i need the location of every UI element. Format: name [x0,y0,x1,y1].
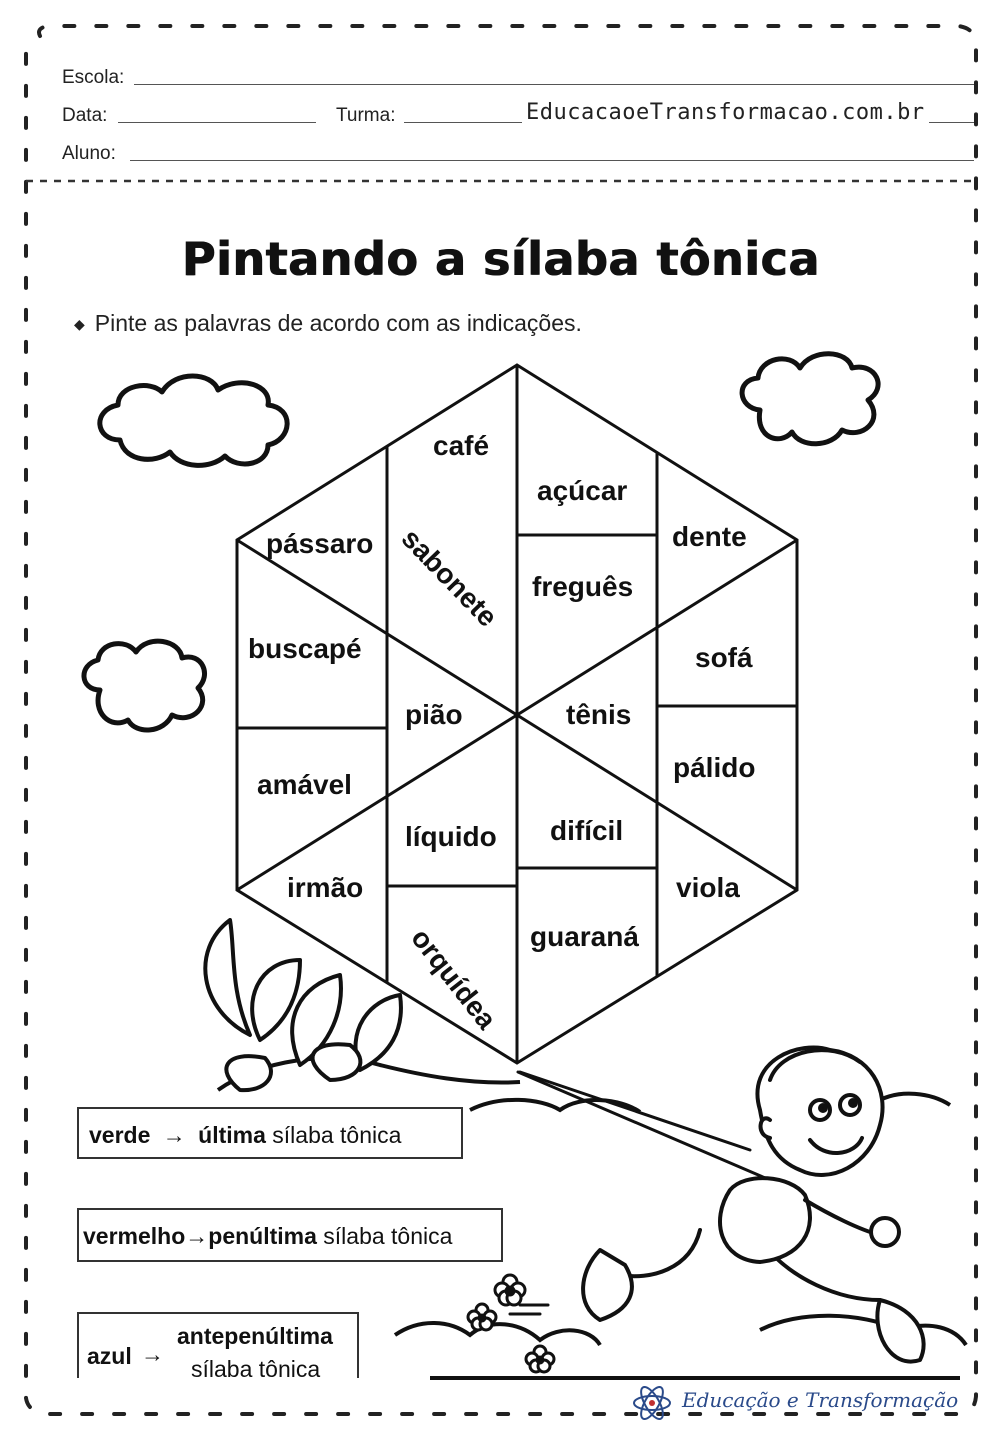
cloud-icon [100,376,287,465]
legend-blue-rest: sílaba tônica [191,1356,321,1382]
word-acucar[interactable]: açúcar [537,475,628,506]
date-label: Data: [62,105,108,126]
word-liquido[interactable]: líquido [405,821,497,852]
legend-green [77,1107,463,1159]
word-amavel[interactable]: amável [257,769,352,800]
legend-red-rest: sílaba tônica [323,1223,453,1249]
legend-red [77,1208,503,1262]
boy-illustration [510,1048,924,1362]
arrow-icon: → [141,1341,164,1367]
site-watermark: EducacaoeTransformacao.com.br [522,100,929,125]
word-dificil[interactable]: difícil [550,815,624,846]
diamond-bullet-icon: ◆ [74,316,85,333]
legend-red-emph: penúltima [208,1223,317,1249]
word-orquidea[interactable]: orquídea [405,922,503,1035]
arrow-icon: → [185,1223,209,1249]
legend-green-color: verde [89,1122,151,1148]
word-irmao[interactable]: irmão [287,872,364,903]
class-label: Turma: [336,105,396,126]
footer-logo-text: Educação e Transformação [682,1388,959,1412]
legend-blue-color: azul [87,1343,132,1369]
word-guarana[interactable]: guaraná [530,921,639,952]
word-viola[interactable]: viola [676,872,740,903]
word-tenis[interactable]: tênis [566,699,632,730]
instruction-text: Pinte as palavras de acordo com as indicações. [94,310,582,336]
arrow-icon: → [162,1122,186,1148]
student-label: Aluno: [62,143,116,164]
flower-icon [526,1346,554,1372]
word-passaro[interactable]: pássaro [266,528,374,559]
word-sofa[interactable]: sofá [695,642,753,673]
legend-green-rest: sílaba tônica [272,1122,402,1148]
cloud-icon [84,641,205,730]
legend-blue [77,1312,359,1382]
school-label: Escola: [62,67,125,88]
page-title: Pintando a sílaba tônica [181,232,820,286]
word-buscape[interactable]: buscapé [248,633,362,664]
legend-red-color: vermelho [83,1223,186,1249]
cloud-icon [742,354,878,444]
flower-icon [495,1275,525,1305]
legend-green-emph: última [198,1122,266,1148]
word-piao[interactable]: pião [405,699,463,730]
word-hexagon [237,365,797,1063]
word-fregues[interactable]: freguês [532,571,634,602]
word-sabonete[interactable]: sabonete [395,522,504,633]
word-dente[interactable]: dente [672,521,747,552]
word-palido[interactable]: pálido [673,752,756,783]
flower-icon [468,1304,496,1330]
word-cafe[interactable]: café [433,430,490,461]
legend-blue-emph: antepenúltima [177,1323,333,1349]
atom-logo-icon [630,1386,674,1420]
